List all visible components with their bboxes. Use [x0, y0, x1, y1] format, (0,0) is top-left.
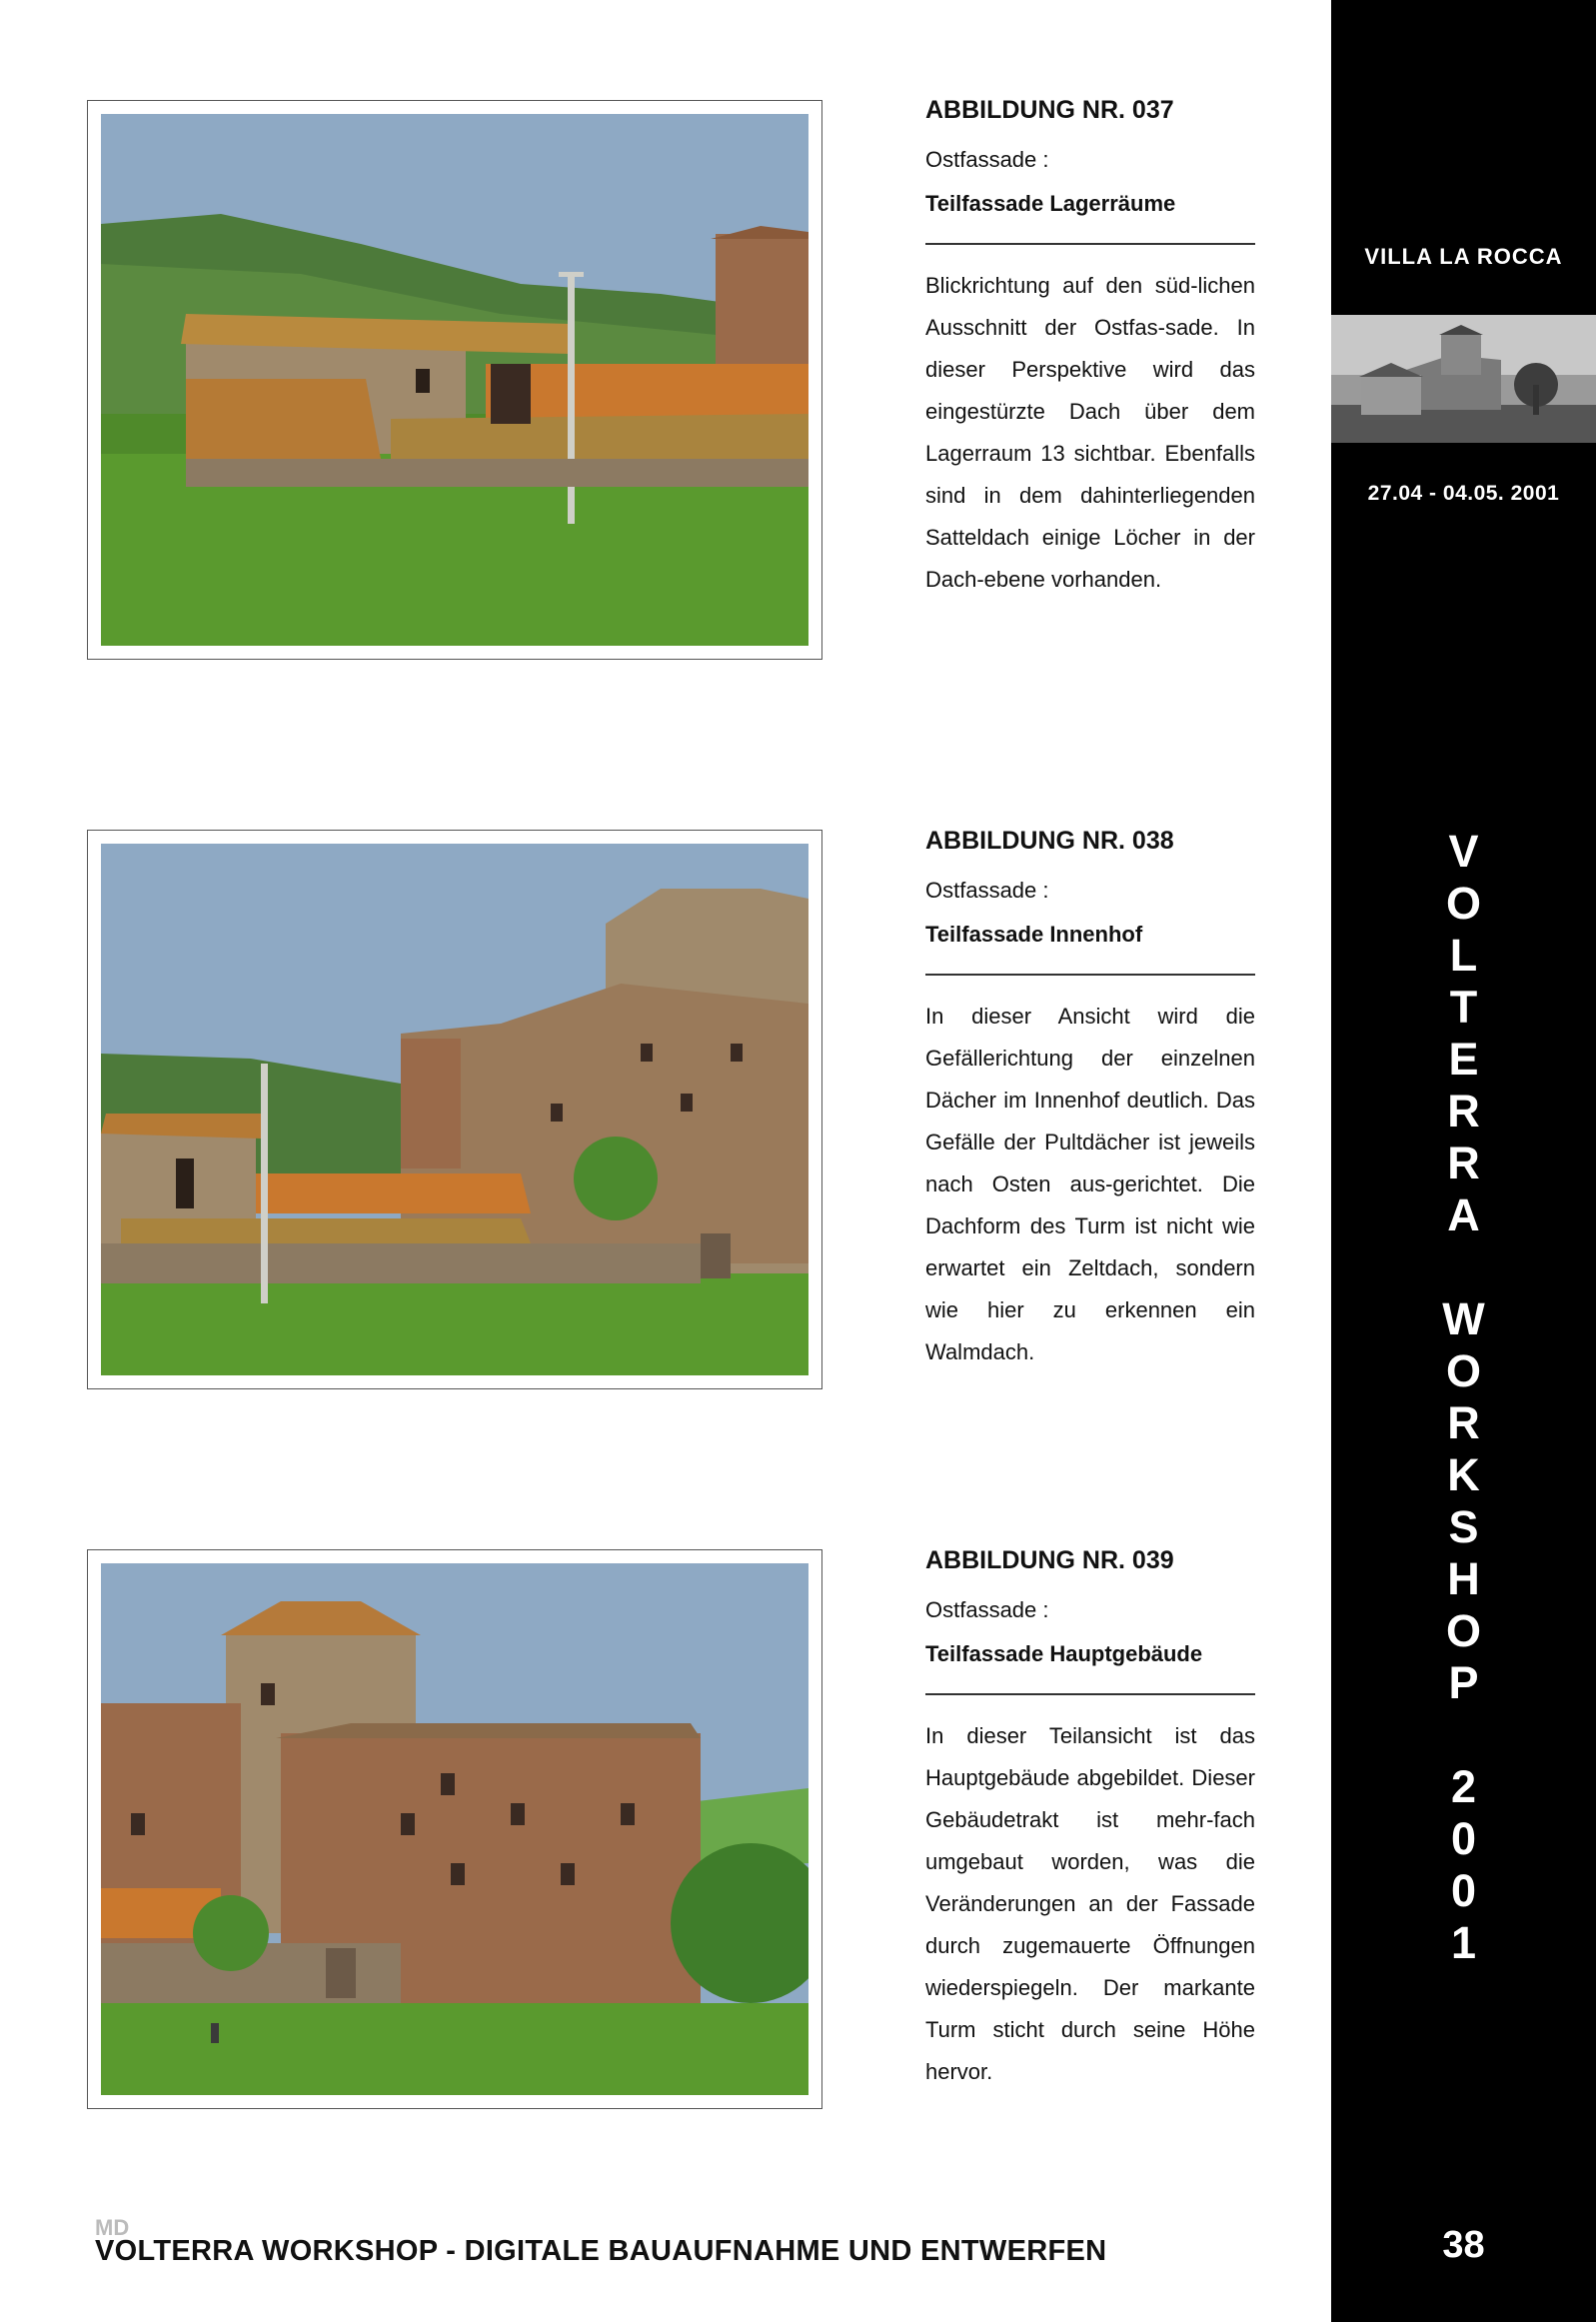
- vertical-gap: [1331, 1241, 1596, 1293]
- vertical-letter: E: [1448, 1034, 1479, 1085]
- vertical-letter: A: [1447, 1189, 1480, 1240]
- footer-title: VOLTERRA WORKSHOP - DIGITALE BAUAUFNAHME UND ENTWERFEN: [95, 2235, 1107, 2267]
- photo-frame-038: [87, 830, 822, 1389]
- figure-subtitle: Teilfassade Innenhof: [925, 922, 1143, 947]
- vertical-letter: 0: [1450, 1865, 1477, 1916]
- vertical-letter: W: [1442, 1293, 1485, 1344]
- photo-frame-037: [87, 100, 822, 660]
- figure-heading: ABBILDUNG NR. 039: [925, 1546, 1174, 1574]
- photo-037: [101, 114, 808, 646]
- sidebar-date: 27.04 - 04.05. 2001: [1367, 482, 1560, 505]
- figure-heading: ABBILDUNG NR. 037: [925, 96, 1174, 124]
- divider: [925, 974, 1255, 976]
- figure-description: In dieser Teilansicht ist das Hauptgebäude abgebildet. Dieser Gebäudetrakt ist mehr-fach umgebaut worden, was die Veränderungen an der Fassade durch zugemauerte Öffnungen wiederspiegeln. Der markante Turm sticht durch seine Höhe hervor.: [925, 1723, 1255, 2084]
- vertical-letter: O: [1445, 1605, 1481, 1656]
- figure-description: Blickrichtung auf den süd-lichen Ausschnitt der Ostfas-sade. In dieser Perspektive wird das eingestürzte Dach über dem Lagerraum 13 sichtbar. Ebenfalls sind in dem dahinterliegenden Satteldach einige Löcher in der Dach-ebene vorhanden.: [925, 273, 1255, 592]
- divider: [925, 243, 1255, 245]
- sidebar-title: VILLA LA ROCCA: [1364, 244, 1563, 269]
- figure-view: Ostfassade :: [925, 878, 1049, 903]
- vertical-letter: O: [1445, 878, 1481, 929]
- vertical-letter: O: [1445, 1345, 1481, 1396]
- vertical-letter: K: [1447, 1449, 1480, 1500]
- vertical-letter: V: [1448, 826, 1479, 877]
- photo-frame-039: [87, 1549, 822, 2109]
- vertical-letter: R: [1447, 1138, 1480, 1188]
- vertical-letter: H: [1447, 1553, 1480, 1604]
- figure-subtitle: Teilfassade Lagerräume: [925, 191, 1176, 216]
- vertical-letter: 2: [1450, 1761, 1477, 1812]
- photo-039: [101, 1563, 808, 2095]
- vertical-letter: S: [1448, 1501, 1479, 1552]
- vertical-gap: [1331, 1709, 1596, 1761]
- figure-description: In dieser Ansicht wird die Gefällerichtung der einzelnen Dächer im Innenhof deutlich. Das Gefälle der Pultdächer ist jeweils nach Osten aus-gerichtet. Die Dachform des Turm ist nicht wie erwartet ein Zeltdach, sondern wie hier zu erkennen ein Walmdach.: [925, 1004, 1255, 1364]
- photo-038: [101, 844, 808, 1375]
- vertical-letter: T: [1449, 982, 1478, 1033]
- page-number: 38: [1442, 2224, 1485, 2266]
- vertical-letter: R: [1447, 1086, 1480, 1137]
- figure-heading: ABBILDUNG NR. 038: [925, 827, 1174, 855]
- vertical-title: [1331, 826, 1596, 1969]
- divider: [925, 1693, 1255, 1695]
- author-initials: MD: [95, 2215, 130, 2240]
- figure-subtitle: Teilfassade Hauptgebäude: [925, 1641, 1203, 1666]
- sidebar-thumbnail-photo: [1331, 315, 1596, 443]
- figure-039-text: [925, 1546, 1255, 2093]
- vertical-letter: P: [1448, 1657, 1479, 1708]
- figure-view: Ostfassade :: [925, 147, 1049, 172]
- figure-view: Ostfassade :: [925, 1597, 1049, 1622]
- vertical-letter: L: [1449, 930, 1478, 981]
- figure-038-text: [925, 827, 1255, 1373]
- vertical-letter: R: [1447, 1397, 1480, 1448]
- vertical-letter: 1: [1450, 1917, 1477, 1968]
- vertical-letter: 0: [1450, 1813, 1477, 1864]
- figure-037-text: [925, 96, 1255, 601]
